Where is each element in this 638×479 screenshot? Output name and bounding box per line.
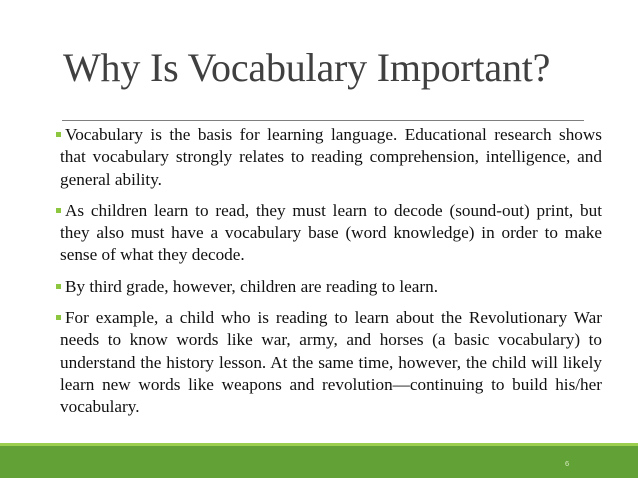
bullet-item bbox=[55, 307, 602, 418]
square-bullet-icon bbox=[56, 315, 61, 320]
bullet-item bbox=[55, 276, 602, 298]
footer-band bbox=[0, 446, 638, 478]
square-bullet-icon bbox=[56, 208, 61, 213]
bullet-item bbox=[55, 200, 602, 267]
square-bullet-icon bbox=[56, 284, 61, 289]
bullet-text: As children learn to read, they must learn to decode (sound-out) print, but they also must have a vocabulary base (word knowledge) in order to make sense of what they decode. bbox=[60, 200, 602, 265]
title-divider bbox=[62, 120, 584, 121]
bullet-text: Vocabulary is the basis for learning language. Educational research shows that vocabulary strongly relates to reading comprehension, intelligence, and general ability. bbox=[60, 125, 602, 189]
square-bullet-icon bbox=[56, 132, 61, 137]
page-number: 6 bbox=[565, 459, 570, 468]
bullet-list bbox=[55, 124, 602, 428]
bullet-text: By third grade, however, children are reading to learn. bbox=[65, 276, 438, 296]
bullet-item bbox=[55, 124, 602, 191]
bullet-text: For example, a child who is reading to learn about the Revolutionary War needs to know words like war, army, and horses (a basic vocabulary) to understand the history lesson. At the same time, however, the child will likely learn new words like weapons and revolution—continuing to build his/her vocabulary. bbox=[60, 308, 602, 417]
slide-title: Why Is Vocabulary Important? bbox=[63, 45, 551, 90]
